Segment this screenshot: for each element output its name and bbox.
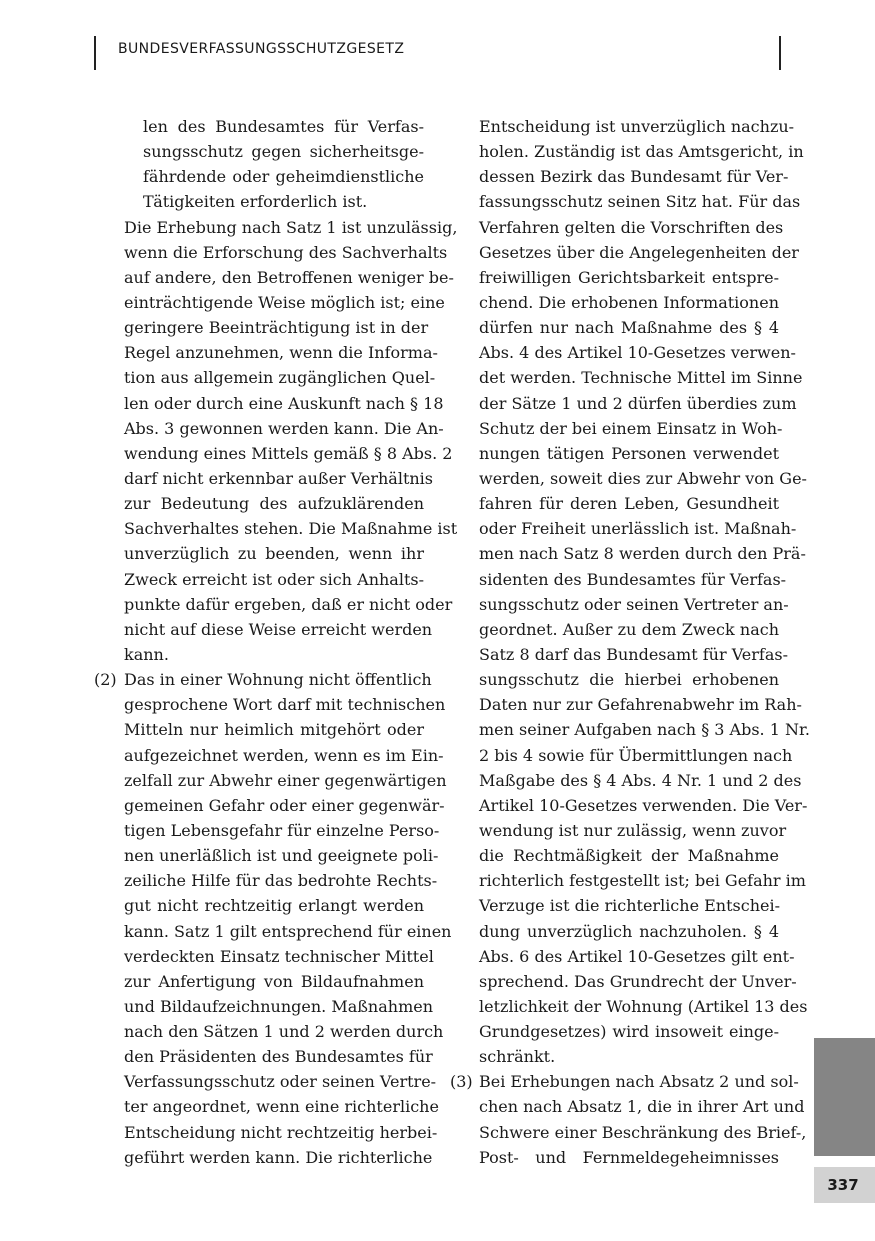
line-text: Regel anzunehmen, wenn die Informa- bbox=[124, 343, 438, 363]
text-line bbox=[88, 240, 448, 265]
text-line bbox=[446, 265, 779, 290]
running-header: BUNDESVERFASSUNGSSCHUTZGESETZ bbox=[118, 41, 405, 57]
text-line bbox=[446, 667, 779, 692]
line-text: werden, soweit dies zur Abwehr von Ge- bbox=[479, 468, 807, 488]
line-text: darf nicht erkennbar außer Verhältnis bbox=[124, 468, 434, 488]
line-text: dung unverzüglich nachzuholen. § 4 bbox=[479, 921, 779, 941]
text-line bbox=[446, 868, 806, 893]
line-text: schränkt. bbox=[479, 1047, 556, 1067]
text-line bbox=[88, 893, 424, 918]
line-text: den Präsidenten des Bundesamtes für bbox=[124, 1047, 433, 1067]
text-line bbox=[446, 893, 779, 918]
line-text: det werden. Technische Mittel im Sinne bbox=[479, 368, 803, 388]
line-text: Entscheidung nicht rechtzeitig herbei- bbox=[124, 1122, 438, 1142]
text-line bbox=[446, 969, 797, 994]
line-text: holen. Zuständig ist das Amtsgericht, in bbox=[479, 142, 804, 162]
text-line bbox=[88, 416, 444, 441]
text-line bbox=[88, 642, 424, 667]
text-line bbox=[446, 240, 799, 265]
text-line bbox=[446, 1069, 799, 1094]
line-text: tion aus allgemein zugänglichen Quel- bbox=[124, 368, 436, 388]
line-text: Bei Erhebungen nach Absatz 2 und sol- bbox=[479, 1072, 799, 1092]
text-line bbox=[88, 114, 424, 139]
text-line bbox=[88, 944, 434, 969]
line-text: zur Anfertigung von Bildaufnahmen bbox=[124, 971, 424, 991]
line-text: geführt werden kann. Die richterliche bbox=[124, 1147, 433, 1167]
line-text: nach den Sätzen 1 und 2 werden durch bbox=[124, 1022, 444, 1042]
text-line bbox=[446, 567, 787, 592]
text-line bbox=[446, 793, 808, 818]
text-line bbox=[88, 1120, 438, 1145]
text-line bbox=[446, 768, 802, 793]
line-text: dessen Bezirk das Bundesamt für Ver- bbox=[479, 167, 789, 187]
text-line bbox=[446, 491, 779, 516]
line-text: geringere Beeinträchtigung ist in der bbox=[124, 318, 429, 338]
text-line bbox=[88, 592, 453, 617]
header-rule-right bbox=[779, 36, 781, 70]
text-line bbox=[446, 1145, 779, 1170]
line-text: sungsschutz gegen sicherheitsge- bbox=[143, 142, 424, 162]
text-line bbox=[88, 743, 444, 768]
line-text: Artikel 10-Gesetzes verwenden. Die Ver- bbox=[479, 795, 808, 815]
text-line bbox=[88, 768, 447, 793]
text-line bbox=[88, 717, 424, 742]
line-text: Mitteln nur heimlich mitgehört oder bbox=[124, 720, 424, 740]
line-text: kann. bbox=[124, 644, 169, 664]
text-line bbox=[446, 189, 801, 214]
text-line bbox=[446, 692, 802, 717]
line-text: gemeinen Gefahr oder einer gegenwär- bbox=[124, 795, 445, 815]
text-line bbox=[446, 290, 779, 315]
line-text: Gesetzes über die Angelegenheiten der bbox=[479, 242, 799, 262]
line-text: Verzuge ist die richterliche Entschei- bbox=[479, 896, 781, 916]
text-line bbox=[88, 516, 458, 541]
line-text: freiwilligen Gerichtsbarkeit entspre- bbox=[479, 267, 779, 287]
line-text: Verfahren gelten die Vorschriften des bbox=[479, 217, 784, 237]
text-line bbox=[88, 466, 434, 491]
text-line bbox=[446, 1044, 779, 1069]
text-line bbox=[446, 391, 797, 416]
line-text: wenn die Erforschung des Sachverhalts bbox=[124, 242, 448, 262]
line-text: unverzüglich zu beenden, wenn ihr bbox=[124, 544, 424, 564]
text-line bbox=[446, 1094, 805, 1119]
line-text: Post- und Fernmeldegeheimnisses bbox=[479, 1147, 779, 1167]
text-line bbox=[88, 868, 438, 893]
line-text: punkte dafür ergeben, daß er nicht oder bbox=[124, 594, 453, 614]
line-text: letzlichkeit der Wohnung (Artikel 13 des bbox=[479, 996, 808, 1016]
text-line bbox=[446, 139, 804, 164]
text-line bbox=[446, 919, 779, 944]
line-text: die Rechtmäßigkeit der Maßnahme bbox=[479, 846, 779, 866]
line-text: oder Freiheit unerlässlich ist. Maßnah- bbox=[479, 519, 797, 539]
text-line bbox=[88, 1069, 437, 1094]
text-line bbox=[446, 164, 789, 189]
line-text: Sachverhaltes stehen. Die Maßnahme ist bbox=[124, 519, 458, 539]
line-text: fährdende oder geheimdienstliche bbox=[143, 167, 424, 187]
header-rule-left bbox=[94, 36, 96, 70]
text-line bbox=[88, 818, 440, 843]
line-text: Schutz der bei einem Einsatz in Woh- bbox=[479, 418, 783, 438]
text-line bbox=[88, 667, 432, 692]
text-line bbox=[446, 416, 783, 441]
left-text-column bbox=[88, 114, 458, 1170]
line-text: und Bildaufzeichnungen. Maßnahmen bbox=[124, 996, 434, 1016]
line-text: nicht auf diese Weise erreicht werden bbox=[124, 619, 433, 639]
text-line bbox=[88, 969, 424, 994]
line-text: gesprochene Wort darf mit technischen bbox=[124, 695, 446, 715]
line-text: wendung ist nur zulässig, wenn zuvor bbox=[479, 820, 787, 840]
line-text: auf andere, den Betroffenen weniger be- bbox=[124, 267, 454, 287]
line-text: Grundgesetzes) wird insoweit einge- bbox=[479, 1022, 779, 1042]
text-line bbox=[88, 189, 424, 214]
text-line bbox=[88, 164, 424, 189]
text-line bbox=[88, 441, 453, 466]
text-line bbox=[88, 215, 458, 240]
line-text: aufgezeichnet werden, wenn es im Ein- bbox=[124, 745, 444, 765]
text-line bbox=[446, 1019, 779, 1044]
line-text: fassungsschutz seinen Sitz hat. Für das bbox=[479, 192, 801, 212]
line-text: wendung eines Mittels gemäß § 8 Abs. 2 bbox=[124, 443, 453, 463]
text-line bbox=[88, 391, 444, 416]
text-line bbox=[88, 919, 452, 944]
line-text: chen nach Absatz 1, die in ihrer Art und bbox=[479, 1097, 805, 1117]
line-text: Die Erhebung nach Satz 1 ist unzulässig, bbox=[124, 217, 458, 237]
text-line bbox=[88, 541, 424, 566]
line-text: Satz 8 darf das Bundesamt für Verfas- bbox=[479, 644, 788, 664]
text-line bbox=[446, 717, 810, 742]
line-text: sungsschutz oder seinen Vertreter an- bbox=[479, 594, 789, 614]
line-text: gut nicht rechtzeitig erlangt werden bbox=[124, 896, 424, 916]
text-line bbox=[446, 441, 779, 466]
line-text: der Sätze 1 und 2 dürfen überdies zum bbox=[479, 393, 797, 413]
text-line bbox=[446, 541, 806, 566]
text-line bbox=[446, 114, 795, 139]
text-line bbox=[88, 1019, 444, 1044]
line-text: einträchtigende Weise möglich ist; eine bbox=[124, 292, 445, 312]
line-text: richterlich festgestellt ist; bei Gefahr im bbox=[479, 871, 806, 891]
text-line bbox=[446, 516, 797, 541]
line-text: nen unerläßlich ist und geeignete poli- bbox=[124, 846, 439, 866]
text-line bbox=[446, 617, 779, 642]
text-line bbox=[446, 340, 796, 365]
line-text: nungen tätigen Personen verwendet bbox=[479, 443, 779, 463]
line-text: 2 bis 4 sowie für Übermittlungen nach bbox=[479, 745, 793, 765]
line-text: Abs. 6 des Artikel 10-Gesetzes gilt ent- bbox=[479, 946, 795, 966]
line-text: dürfen nur nach Maßnahme des § 4 bbox=[479, 318, 779, 338]
line-text: tigen Lebensgefahr für einzelne Perso- bbox=[124, 820, 440, 840]
text-line bbox=[446, 843, 779, 868]
text-line bbox=[446, 315, 779, 340]
line-text: zur Bedeutung des aufzuklärenden bbox=[124, 494, 424, 514]
line-text: zelfall zur Abwehr einer gegenwärtigen bbox=[124, 770, 447, 790]
line-text: Verfassungsschutz oder seinen Vertre- bbox=[124, 1072, 437, 1092]
paragraph-number: (2) bbox=[94, 670, 117, 690]
right-text-column bbox=[446, 114, 810, 1170]
text-line bbox=[88, 617, 433, 642]
line-text: len des Bundesamtes für Verfas- bbox=[143, 117, 424, 136]
line-text: Tätigkeiten erforderlich ist. bbox=[143, 192, 368, 212]
text-line bbox=[446, 1120, 807, 1145]
line-text: sidenten des Bundesamtes für Verfas- bbox=[479, 569, 787, 589]
line-text: fahren für deren Leben, Gesundheit bbox=[479, 494, 779, 514]
text-line bbox=[446, 642, 788, 667]
line-text: ter angeordnet, wenn eine richterliche bbox=[124, 1097, 439, 1117]
text-line bbox=[88, 315, 429, 340]
page-number: 337 bbox=[827, 1176, 859, 1194]
line-text: Zweck erreicht ist oder sich Anhalts- bbox=[124, 569, 424, 589]
line-text: len oder durch eine Auskunft nach § 18 bbox=[124, 393, 444, 413]
line-text: Maßgabe des § 4 Abs. 4 Nr. 1 und 2 des bbox=[479, 770, 802, 790]
line-text: sprechend. Das Grundrecht der Unver- bbox=[479, 971, 797, 991]
line-text: verdeckten Einsatz technischer Mittel bbox=[124, 946, 434, 966]
line-text: chend. Die erhobenen Informationen bbox=[479, 292, 779, 312]
text-line bbox=[88, 793, 445, 818]
text-line bbox=[88, 340, 438, 365]
text-line bbox=[88, 265, 454, 290]
text-line bbox=[88, 1094, 439, 1119]
text-line bbox=[88, 567, 424, 592]
line-text: men nach Satz 8 werden durch den Prä- bbox=[479, 544, 806, 564]
text-line bbox=[446, 944, 795, 969]
text-line bbox=[446, 743, 793, 768]
text-line bbox=[88, 139, 424, 164]
line-text: Abs. 3 gewonnen werden kann. Die An- bbox=[124, 418, 444, 438]
text-line bbox=[88, 994, 434, 1019]
text-line bbox=[88, 692, 446, 717]
paragraph-number: (3) bbox=[450, 1072, 473, 1092]
line-text: sungsschutz die hierbei erhobenen bbox=[479, 670, 779, 690]
text-line bbox=[446, 215, 784, 240]
line-text: men seiner Aufgaben nach § 3 Abs. 1 Nr. bbox=[479, 720, 810, 740]
line-text: zeiliche Hilfe für das bedrohte Rechts- bbox=[124, 871, 438, 891]
text-line bbox=[88, 843, 439, 868]
line-text: Daten nur zur Gefahrenabwehr im Rah- bbox=[479, 695, 802, 715]
text-line bbox=[446, 466, 807, 491]
text-line bbox=[88, 491, 424, 516]
line-text: geordnet. Außer zu dem Zweck nach bbox=[479, 619, 779, 639]
line-text: kann. Satz 1 gilt entsprechend für einen bbox=[124, 921, 452, 941]
line-text: Das in einer Wohnung nicht öffentlich bbox=[124, 670, 432, 690]
text-line bbox=[446, 592, 789, 617]
line-text: Abs. 4 des Artikel 10-Gesetzes verwen- bbox=[479, 343, 796, 363]
text-line bbox=[446, 818, 787, 843]
line-text: Schwere einer Beschränkung des Brief-, bbox=[479, 1122, 807, 1142]
text-line bbox=[446, 994, 808, 1019]
text-line bbox=[88, 365, 436, 390]
text-line bbox=[88, 1145, 433, 1170]
thumb-index-tab bbox=[814, 1038, 875, 1156]
text-line bbox=[446, 365, 803, 390]
text-line bbox=[88, 290, 445, 315]
line-text: Entscheidung ist unverzüglich nachzu- bbox=[479, 117, 795, 136]
text-line bbox=[88, 1044, 433, 1069]
